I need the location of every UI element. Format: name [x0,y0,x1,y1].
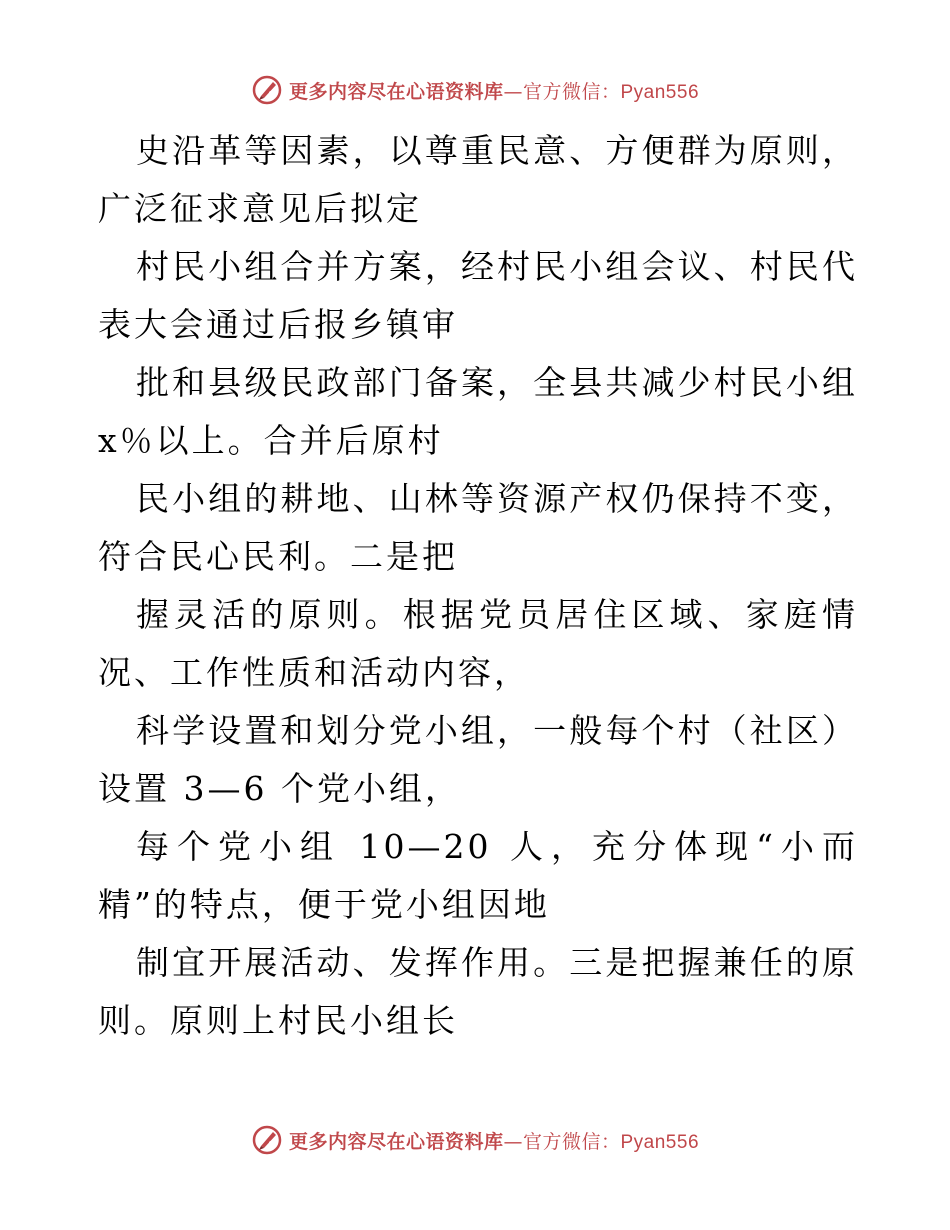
watermark-wechat-id: Pyan556 [620,1131,700,1153]
paragraph-3: 批和县级民政部门备案，全县共减少村民小组x％以上。合并后原村 [98,363,858,460]
footer-watermark [0,1120,950,1160]
paragraph-2: 村民小组合并方案，经村民小组会议、村民代表大会通过后报乡镇审 [98,247,858,344]
watermark-wechat-label: 官方微信： [522,80,621,103]
paragraph-5: 握灵活的原则。根据党员居住区域、家庭情况、工作性质和活动内容， [98,595,858,692]
watermark-text [289,1127,699,1154]
pen-logo-icon [251,1124,283,1156]
paragraph-7: 每个党小组 10—20 人，充分体现“小而精”的特点，便于党小组因地 [98,827,858,924]
watermark-dash: — [503,1130,523,1153]
watermark-title: 更多内容尽在心语资料库 [288,80,504,103]
watermark-text [289,77,699,104]
watermark-wechat-label: 官方微信： [522,1130,621,1153]
watermark-dash: — [503,80,523,103]
pen-logo-icon [251,74,283,106]
paragraph-6: 科学设置和划分党小组，一般每个村（社区）设置 3—6 个党小组， [98,711,858,808]
paragraph-1: 史沿革等因素，以尊重民意、方便群为原则，广泛征求意见后拟定 [98,131,858,228]
paragraph-4: 民小组的耕地、山林等资源产权仍保持不变，符合民心民利。二是把 [98,479,858,576]
paragraph-8: 制宜开展活动、发挥作用。三是把握兼任的原则。原则上村民小组长 [98,943,858,1040]
header-watermark [0,70,950,110]
watermark-title: 更多内容尽在心语资料库 [288,1130,504,1153]
document-body [98,122,858,1050]
watermark-wechat-id: Pyan556 [620,81,700,103]
